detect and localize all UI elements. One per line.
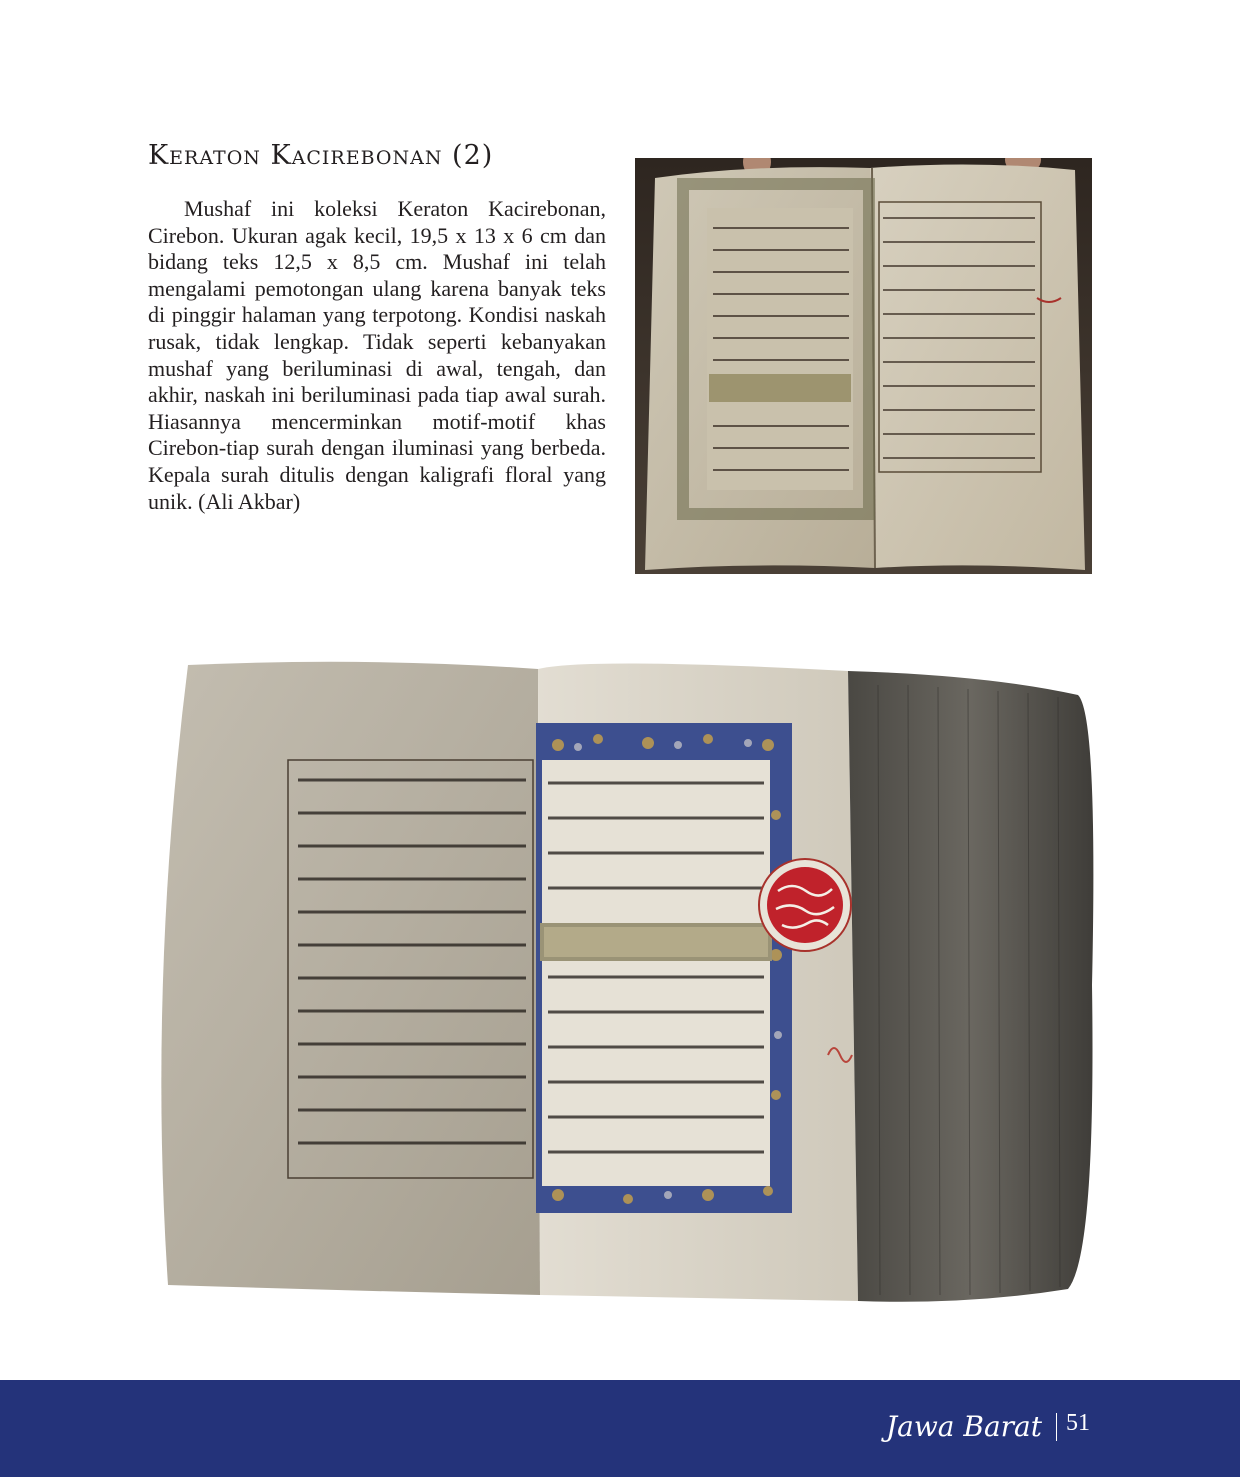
footer-band (0, 1380, 1240, 1477)
manuscript-photo-top (635, 158, 1092, 574)
section-title: Keraton Kacirebonan (2) (148, 140, 494, 171)
manuscript-photo-main (148, 655, 1098, 1310)
description-paragraph: Mushaf ini koleksi Keraton Kacirebonan, Cirebon. Ukuran agak kecil, 19,5 x 13 x 6 cm dan bidang teks 12,5 x 8,5 cm. Mushaf ini telah mengalami pemotongan ulang karena banyak teks di pinggir halaman yang terpotong. Kondisi naskah rusak, tidak lengkap. Tidak seperti kebanyakan mushaf yang beriluminasi di awal, tengah, dan akhir, naskah ini beriluminasi pada tiap awal surah. Hiasannya mencerminkan motif-motif khas Cirebon-tiap surah dengan iluminasi yang berbeda. Kepala surah ditulis dengan kaligrafi floral yang unik. (Ali Akbar) (148, 196, 606, 514)
footer-divider (1056, 1413, 1057, 1441)
page-number: 51 (1066, 1410, 1090, 1436)
footer-region-title: Jawa Barat (885, 1410, 1042, 1443)
